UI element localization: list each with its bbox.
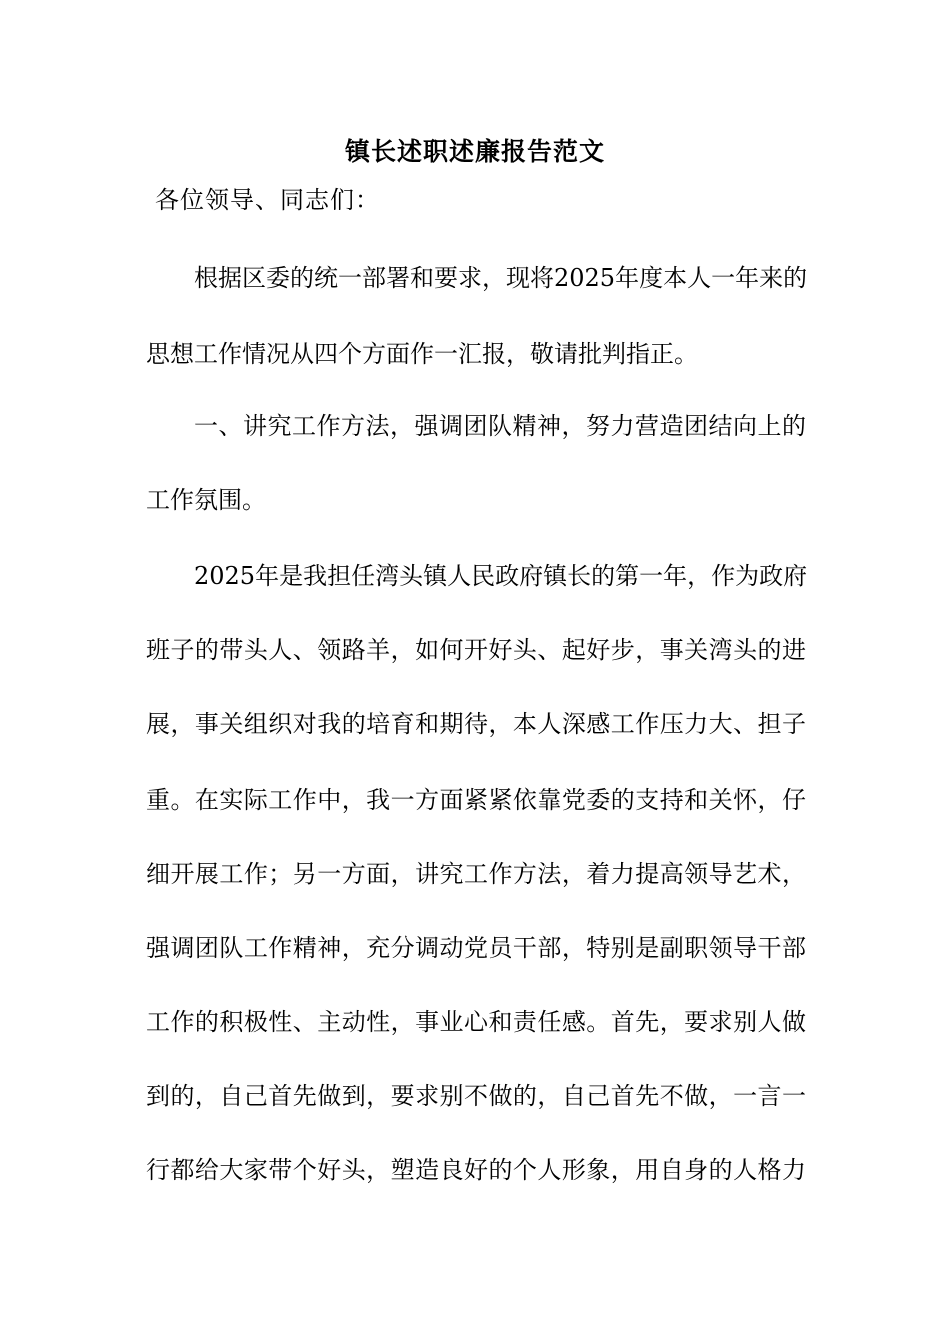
paragraph-line: 强调团队工作精神，充分调动党员干部，特别是副职领导干部: [146, 934, 806, 962]
paragraph-line: 行都给大家带个好头，塑造良好的个人形象，用自身的人格力: [146, 1156, 806, 1184]
paragraph-line: 到的，自己首先做到，要求别不做的，自己首先不做，一言一: [146, 1082, 806, 1110]
paragraph-line: 一、讲究工作方法，强调团队精神，努力营造团结向上的: [194, 412, 806, 440]
paragraph-line: 工作的积极性、主动性，事业心和责任感。首先，要求别人做: [146, 1008, 806, 1036]
paragraph-line: 班子的带头人、领路羊，如何开好头、起好步，事关湾头的进: [146, 636, 806, 664]
paragraph-line: 根据区委的统一部署和要求，现将2025年度本人一年来的: [194, 264, 808, 292]
paragraph-line: 细开展工作；另一方面，讲究工作方法，着力提高领导艺术，: [146, 860, 806, 888]
document-title: 镇长述职述廉报告范文: [344, 137, 605, 166]
paragraph-line: 重。在实际工作中，我一方面紧紧依靠党委的支持和关怀，仔: [146, 786, 806, 814]
paragraph-line: 2025年是我担任湾头镇人民政府镇长的第一年，作为政府: [194, 562, 808, 590]
salutation: 各位领导、同志们：: [155, 186, 380, 214]
paragraph-line: 思想工作情况从四个方面作一汇报，敬请批判指正。: [146, 340, 698, 368]
paragraph-line: 工作氛围。: [146, 486, 266, 514]
paragraph-line: 展，事关组织对我的培育和期待，本人深感工作压力大、担子: [146, 710, 806, 738]
